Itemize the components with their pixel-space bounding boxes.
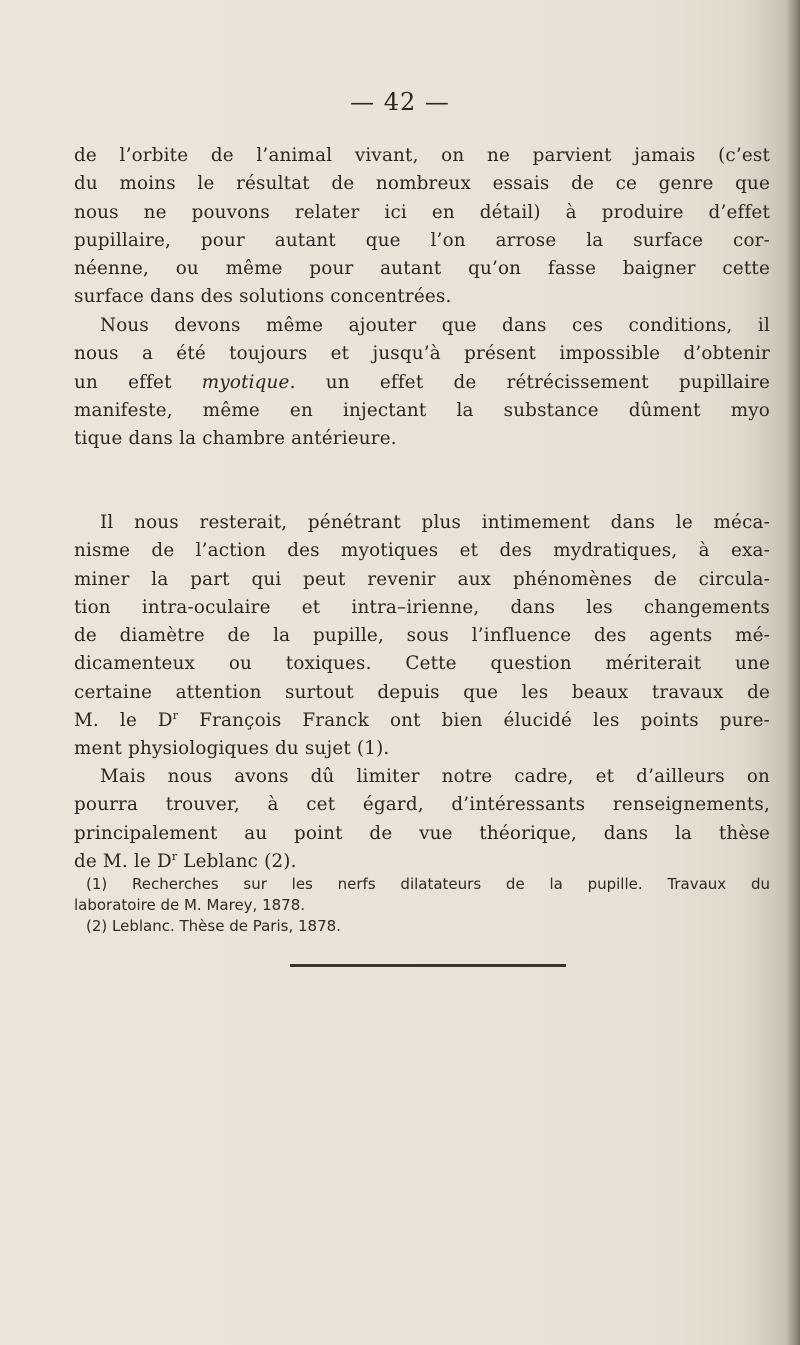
text-line (74, 848, 770, 876)
footnote-1: (1) Recherches sur les nerfs dilatateurs de la pupille. Travaux du (86, 875, 770, 893)
text-line (74, 369, 770, 397)
text-line: certaine attention surtout depuis que les beaux travaux de (74, 681, 770, 703)
text-line: tion intra-oculaire et intra–irienne, dans les changements (74, 596, 770, 618)
text-line (74, 707, 770, 735)
text-line: Nous devons même ajouter que dans ces conditions, il (100, 315, 770, 336)
footnote-2: (2) Leblanc. Thèse de Paris, 1878. (86, 917, 341, 935)
paragraph-3 (74, 509, 770, 764)
paragraph-4 (74, 763, 770, 876)
text-line: miner la part qui peut revenir aux phénomènes de circula- (74, 568, 770, 590)
text-line: ment physiologiques du sujet (1). (74, 738, 390, 760)
text-line: pourra trouver, à cet égard, d’intéressants renseignements, (74, 794, 770, 816)
paragraph-2 (74, 312, 770, 453)
closing-rule (290, 964, 566, 967)
page-number: — 42 — (350, 88, 450, 116)
footnote-1-continuation: laboratoire de M. Marey, 1878. (74, 896, 306, 914)
text-fragment: Leblanc (2). (177, 850, 297, 872)
italic-term-myotique: myotique (201, 371, 290, 393)
text-line: de diamètre de la pupille, sous l’influence des agents mé- (74, 625, 770, 647)
text-line: principalement au point de vue théorique, dans la thèse (74, 822, 770, 844)
page-edge-shadow (786, 0, 800, 1345)
text-fragment: un effet (74, 371, 202, 393)
text-line: Il nous resterait, pénétrant plus intimement dans le méca- (100, 512, 770, 533)
text-line: pupillaire, pour autant que l’on arrose la surface cor- (74, 229, 770, 251)
paragraph-1 (74, 142, 770, 312)
text-line: Mais nous avons dû limiter notre cadre, et d’ailleurs on (100, 766, 770, 787)
text-line: nisme de l’action des myotiques et des mydratiques, à exa- (74, 540, 770, 562)
text-line: de l’orbite de l’animal vivant, on ne parvient jamais (c’est (74, 145, 770, 166)
footnotes (74, 874, 770, 937)
text-line: nous a été toujours et jusqu’à présent impossible d’obtenir (74, 343, 770, 365)
superscript: r (172, 709, 179, 723)
text-line: tique dans la chambre antérieure. (74, 428, 397, 450)
text-fragment: François Franck ont bien élucidé les points pure- (178, 710, 771, 732)
text-fragment: M. le D (74, 710, 173, 732)
text-fragment: . un effet de rétrécissement pupillaire (289, 371, 770, 393)
text-line: dicamenteux ou toxiques. Cette question mériterait une (74, 653, 770, 675)
superscript: r (171, 849, 178, 863)
text-line: surface dans des solutions concentrées. (74, 286, 452, 308)
text-line: du moins le résultat de nombreux essais de ce genre que (74, 173, 770, 195)
text-line: néenne, ou même pour autant qu’on fasse baigner cette (74, 258, 770, 280)
text-line: nous ne pouvons relater ici en détail) à produire d’effet (74, 201, 770, 223)
text-fragment: de M. le D (74, 850, 172, 872)
text-line: manifeste, même en injectant la substance dûment myo (74, 399, 770, 421)
